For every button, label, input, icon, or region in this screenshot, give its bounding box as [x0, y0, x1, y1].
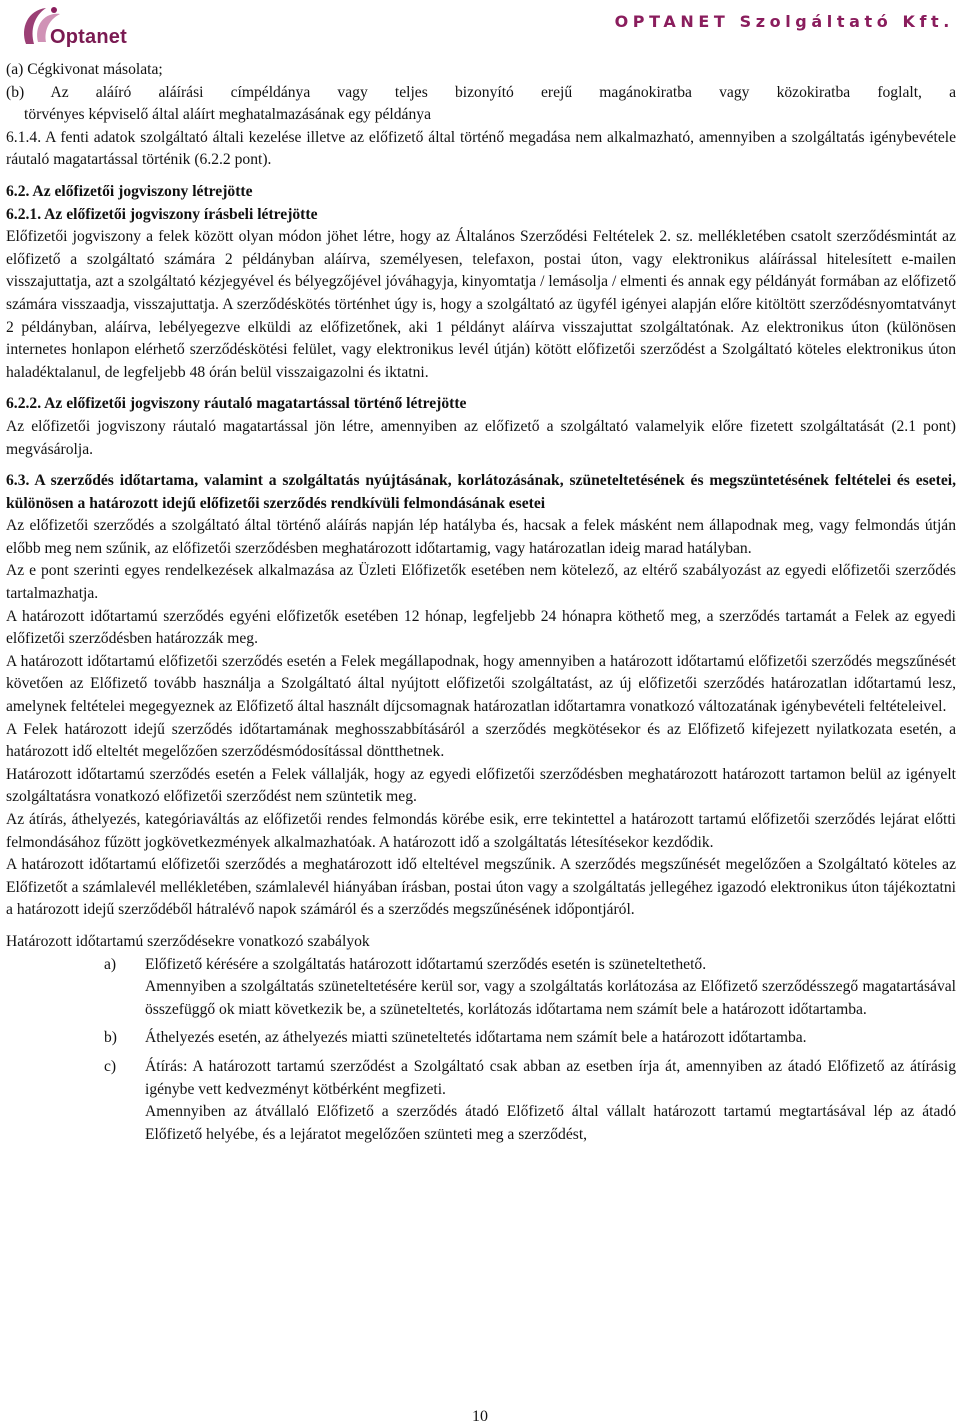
list-marker: b): [104, 1029, 117, 1047]
list-item-continuation: Amennyiben a szolgáltatás szüneteltetésére kerül sor, vagy a szolgáltatás korlátozása az Előfizető szerződésszegő magatartásával összefüggő ok miatt következik be, a szüneteltetés, korlátozás időtartama nem számít bele a határozott időtartamba.: [145, 978, 956, 1018]
list-item: [104, 1027, 956, 1050]
logo-text: Optanet: [50, 26, 127, 48]
paragraph-6-3-1: Az előfizetői szerződés a szolgáltató által történő aláírás napján lép hatályba és, hacsak a felek másként nem állapodnak meg, vagy felmondás útján előbb meg nem szűnik, az előfizetői szerződésben meghatározott időtartamig, vagy határozatlan ideig marad hatályban.: [6, 517, 956, 557]
document-body: [6, 59, 956, 1146]
list-item-b-line1: (b) Az aláíró aláírási címpéldánya vagy teljes bizonyító erejű magánokiratba vagy közokiratba foglalt, a: [6, 83, 956, 101]
paragraph-6-3-2: Az e pont szerinti egyes rendelkezések alkalmazása az Üzleti Előfizetők esetében nem kötelező, az eltérő szabályozást az egyedi előfizetői szerződés tartalmazhatja.: [6, 562, 956, 603]
optanet-logo: [20, 4, 130, 50]
paragraph-6-3-7: Az átírás, áthelyezés, kategóriaváltás az előfizetői rendes felmondás körébe esik, erre tekintettel a határozott tartamú előfizetői szerződés lejárat előtti felmondásához fűzött jogkövetkezmények alkalmazhatóak. A határozott idő a szolgáltatás létesítésekor kezdődik.: [6, 811, 956, 851]
heading-6-3: 6.3. A szerződés időtartama, valamint a szolgáltatás nyújtásának, korlátozásának, szüneteltetésének és megszüntetésének feltételei és esetei, különösen a határozott idejű előfizetői szerződés rendkívüli felmondásának esetei: [6, 472, 956, 512]
page-number: 10: [472, 1408, 488, 1425]
heading-6-2: 6.2. Az előfizetői jogviszony létrejötte: [6, 182, 253, 200]
company-name: OPTANET Szolgáltató Kft.: [614, 12, 954, 31]
paragraph-6-3-3: A határozott időtartamú szerződés egyéni előfizetők esetében 12 hónap, legfeljebb 24 hónapra köthető meg, a szerződés tartamát a Felek az egyedi előfizetői szerződésben határozzák meg.: [6, 607, 956, 648]
paragraph-6-3-8: A határozott időtartamú előfizetői szerződés a meghatározott idő elteltével megszűnik. A szerződés megszűnését megelőzően a Szolgáltató köteles az Előfizetőt a számlalevél mellékletében, számlalevél hiányában írásban, postai úton vagy a szolgáltatás jellegéhez igazodó elektronikus úton tájékoztatni a határozott idejű szerződéből hátralévő napok számáról és a szerződés megszűnésének időpontjáról.: [6, 856, 956, 919]
list-item-continuation: Amennyiben az átvállaló Előfizető a szerződés átadó Előfizető által vállalt határozott tartamú megtartásával lép az átadó Előfizető helyébe, és a lejáratot megelőzően szünteti meg a szerződést,: [145, 1103, 956, 1143]
paragraph-6-3-4: A határozott időtartamú előfizetői szerződés esetén a Felek megállapodnak, hogy amennyiben a határozott időtartamú előfizetői szerződés megszűnését követően az Előfizető tovább használja a Szolgáltató által nyújtott előfizetői szolgáltatást, az új előfizetői szerződés határozatlan időtartamú lesz, amelynek feltételei megegyeznek az Előfizető által használt díjcsomagnak határozatlan időtartamra vonatkozó változatának igénybevételi feltételeivel.: [6, 652, 956, 716]
paragraph-6-3-6: Határozott időtartamú szerződés esetén a Felek vállalják, hogy az egyedi előfizetői szerződésben meghatározott határozott tartamon belül az igényelt szolgáltatásra vonatkozó előfizetői szerződést nem szüntetik meg.: [6, 765, 956, 806]
list-item-b-line2: törvényes képviselő által aláírt meghatalmazásának egy példánya: [24, 106, 431, 124]
list-item-text: Áthelyezés esetén, az áthelyezés miatti szüneteltetés időtartama nem számít bele a határozott időtartamba.: [145, 1029, 807, 1047]
paragraph-6-1-4: 6.1.4. A fenti adatok szolgáltató általi kezelése illetve az előfizető által történő megadása nem alkalmazható, amennyiben a szolgáltatás igénybevétele ráutaló magatartással történik (6.2.2 pont).: [6, 128, 956, 169]
heading-6-2-2: 6.2.2. Az előfizetői jogviszony ráutaló magatartással történő létrejötte: [6, 395, 467, 413]
rules-title: Határozott időtartamú szerződésekre vonatkozó szabályok: [6, 932, 370, 950]
heading-6-2-1: 6.2.1. Az előfizetői jogviszony írásbeli létrejötte: [6, 205, 318, 223]
paragraph-6-2-2: Az előfizetői jogviszony ráutaló magatartással jön létre, amennyiben az előfizető a szolgáltató valamelyik előre fizetett szolgáltatását (2.1 pont) megvásárolja.: [6, 417, 956, 458]
list-marker: a): [104, 955, 117, 973]
paragraph-6-2-1: Előfizetői jogviszony a felek között olyan módon jöhet létre, hogy az Általános Szerződési Feltételek 2. sz. mellékletében csatolt szerződésmintát az előfizető a szolgáltató számára 2 példányban aláírva, személyesen, telefaxon, postai úton, vagy elektronikus aláírással hitelesített e-mailen visszajuttatja, azt a szolgáltató kézjegyével és bélyegzőjével jóváhagyja, kinyomtatja / lemásolja / elmenti és annak egy példányát formában az előfizető számára visszaadja, visszajuttatja. A szerződéskötés történhet úgy is, hogy a szolgáltató az ügyfél igényei alapján előre kitöltött szerződésnyomtatványt 2 példányban, aláírva, lebélyegezve elküldi az előfizetőnek, aki 1 példányt aláírva visszajuttat szolgáltatónak. Az elektronikus úton (különösen internetes honlapon elérhető szerződéskötési felület, vagy elektronikus levél útján) kötött előfizetői szerződést a Szolgáltató köteles elektronikus úton haladéktalanul, de legfeljebb 48 órán belül visszaigazolni és iktatni.: [6, 228, 956, 381]
list-item-text: Előfizető kérésére a szolgáltatás határozott időtartamú szerződés esetén is szüneteltethető.: [145, 955, 707, 973]
list-marker: c): [104, 1057, 117, 1075]
list-item: [104, 1056, 956, 1146]
page-header: [0, 0, 960, 56]
list-item-a: (a) Cégkivonat másolata;: [6, 61, 163, 78]
paragraph-6-3-5: A Felek határozott idejű szerződés időtartamának meghosszabbításáról a szerződés megkötésekor és az Előfizető kifejezett nyilatkozata esetén, a határozott idő elteltét megelőzően szerződésmódosítással döntthetnek.: [6, 720, 956, 761]
list-item: [104, 954, 956, 1022]
list-item-text: Átírás: A határozott tartamú szerződést a Szolgáltató csak abban az esetben írja át, amennyiben az átadó Előfizető az átírásig igénybe vett kedvezményt kötbérként megfizeti.: [145, 1057, 956, 1098]
list-item-b: [6, 82, 956, 105]
rules-list: [104, 954, 956, 1147]
